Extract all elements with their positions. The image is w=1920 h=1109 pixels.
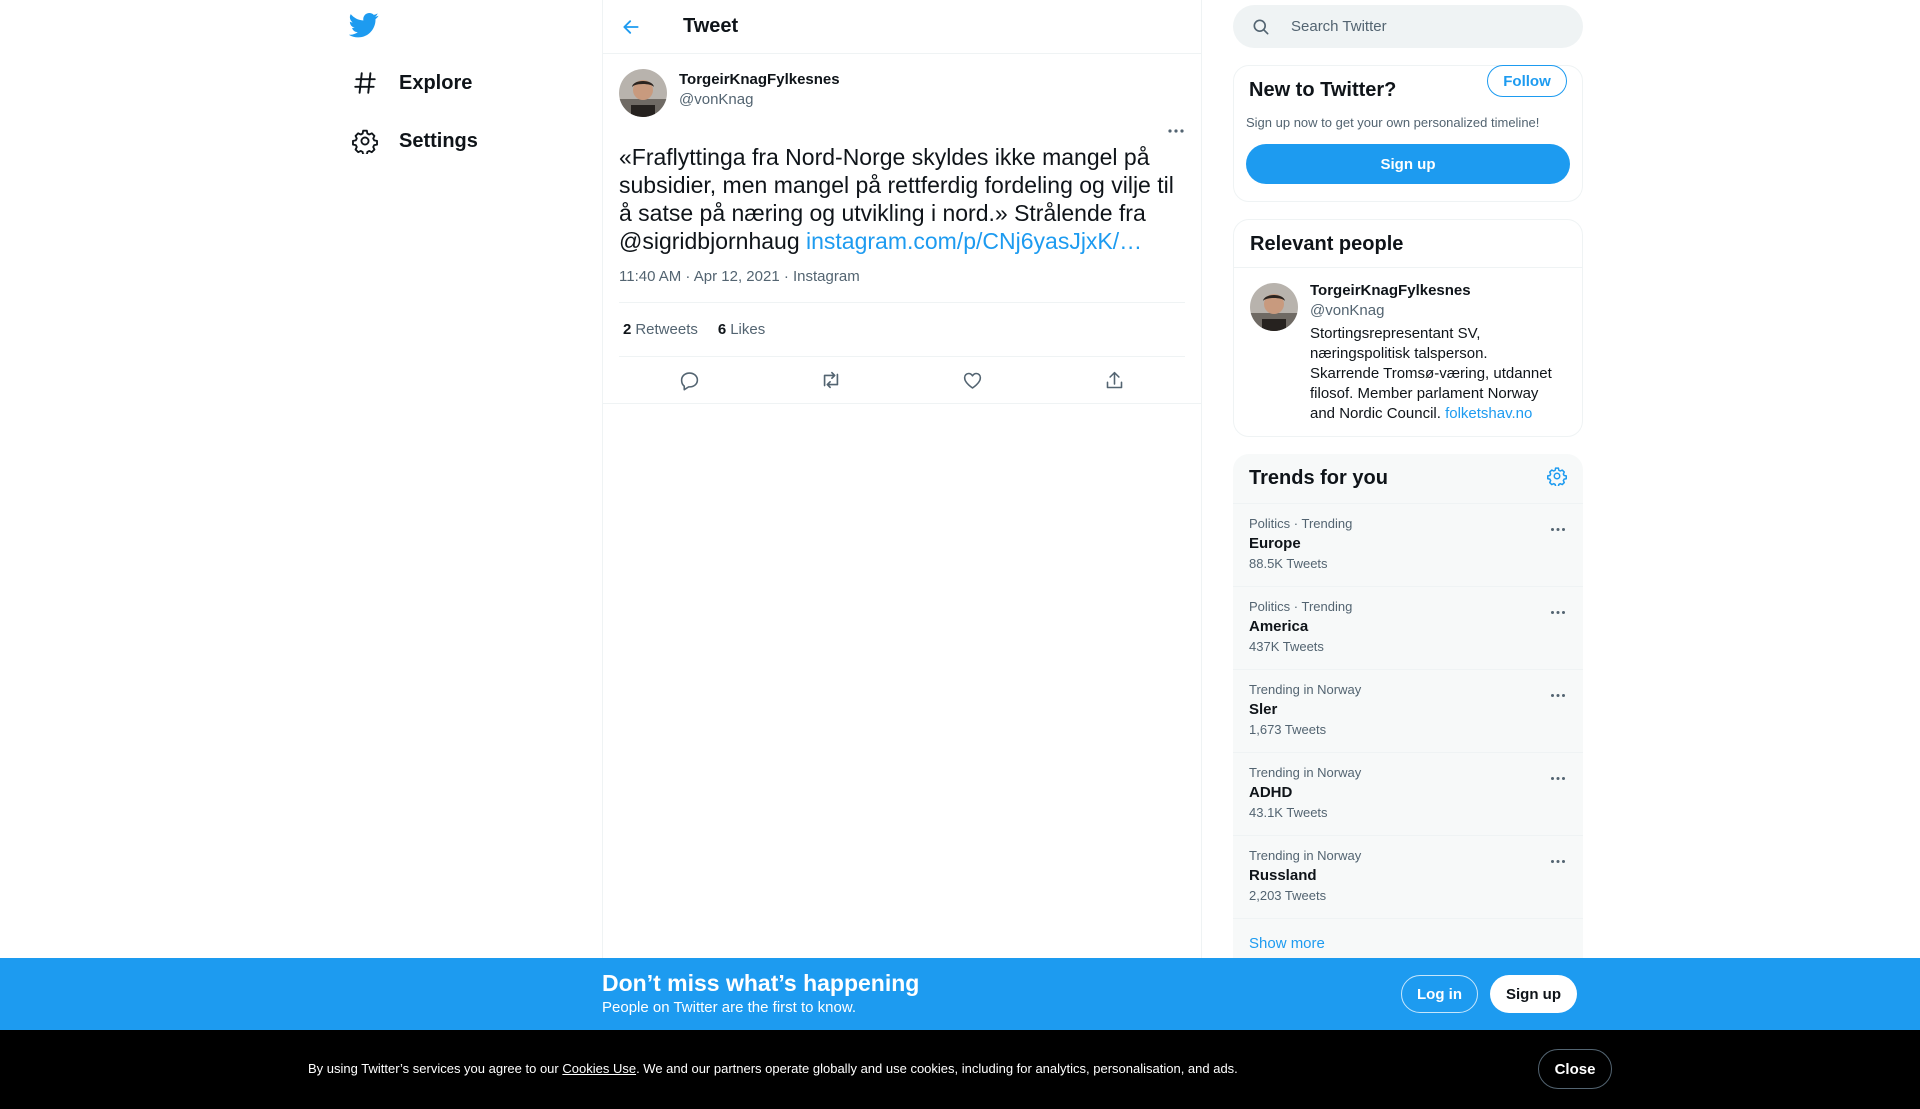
relevant-people-title: Relevant people	[1234, 220, 1582, 268]
page-title: Tweet	[683, 15, 739, 37]
trend-count: 437K Tweets	[1249, 639, 1324, 654]
nav-item-explore[interactable]	[351, 63, 472, 103]
more-icon[interactable]	[1547, 601, 1569, 623]
main-header	[603, 0, 1201, 54]
cookie-text	[308, 1061, 1238, 1077]
trends-title: Trends for you	[1249, 467, 1388, 489]
retweets-stat[interactable]	[623, 321, 698, 338]
person-name[interactable]: TorgeirKnagFylkesnes	[1310, 282, 1471, 299]
nav-item-settings-label: Settings	[399, 129, 478, 152]
reply-button[interactable]	[673, 363, 707, 397]
more-icon[interactable]	[1547, 518, 1569, 540]
trends-card	[1233, 454, 1583, 969]
nav-item-settings[interactable]	[351, 121, 478, 161]
share-button[interactable]	[1097, 363, 1131, 397]
likes-count: 6	[717, 321, 727, 338]
likes-label: Likes	[730, 321, 766, 338]
tweet-text	[619, 143, 1189, 255]
search-bar[interactable]	[1233, 5, 1583, 48]
tweet-timestamp[interactable]: 11:40 AM · Apr 12, 2021 · Instagram	[619, 267, 1185, 303]
relevant-people-card: Relevant people TorgeirKnagFylkesnes @vonKnag Stortingsrepresentant SV, næringspolitisk talsperson. Skarrende Tromsø-væring, utdannet filosof. Member parlament Norway and Nordic Council. folketshav.no Follow	[1233, 219, 1583, 437]
trend-context: Politics · Trending	[1249, 599, 1353, 614]
trend-name: ADHD	[1249, 784, 1293, 801]
trend-name: America	[1249, 618, 1309, 635]
main-column	[602, 0, 1202, 1109]
person-bio	[1310, 324, 1560, 424]
more-icon[interactable]	[1547, 684, 1569, 706]
person-bio-link[interactable]: folketshav.no	[1445, 405, 1533, 422]
author-name[interactable]: TorgeirKnagFylkesnes	[679, 71, 840, 88]
trends-header	[1233, 454, 1583, 504]
author-handle[interactable]: @vonKnag	[679, 91, 754, 108]
search-input[interactable]	[1291, 18, 1551, 35]
trend-item[interactable]	[1233, 504, 1583, 587]
cookies-use-link[interactable]: Cookies Use	[562, 1061, 637, 1076]
trend-count: 2,203 Tweets	[1249, 888, 1327, 903]
close-button[interactable]: Close	[1538, 1049, 1612, 1089]
retweets-count: 2	[623, 321, 632, 338]
trend-context: Politics · Trending	[1249, 516, 1353, 531]
avatar[interactable]	[1250, 283, 1298, 331]
tweet-actions	[603, 357, 1201, 404]
trend-item[interactable]	[1233, 836, 1583, 919]
share-icon	[1104, 370, 1125, 391]
trend-name: Europe	[1249, 535, 1301, 552]
nav-item-explore-label: Explore	[399, 71, 473, 94]
signup-prompt-subtitle: People on Twitter are the first to know.	[602, 999, 857, 1016]
person-handle[interactable]: @vonKnag	[1310, 302, 1385, 319]
new-to-twitter-subtitle: Sign up now to get your own personalized timeline!	[1246, 115, 1540, 130]
tweet	[603, 54, 1201, 404]
trend-item[interactable]	[1233, 753, 1583, 836]
show-more-link[interactable]: Show more	[1249, 935, 1325, 952]
trend-context: Trending in Norway	[1249, 682, 1362, 697]
retweets-label: Retweets	[635, 321, 698, 338]
person-bio-text: Stortingsrepresentant SV, næringspolitisk talsperson. Skarrende Tromsø-væring, utdannet filosof. Member parlament Norway and Nordic Council.	[1310, 325, 1552, 422]
like-icon	[962, 370, 983, 391]
trend-context: Trending in Norway	[1249, 848, 1362, 863]
tweet-body: «Fraflyttinga fra Nord-Norge skyldes ikke mangel på subsidier, men mangel på rettferdig fordeling og vilje til å satse på næring og utvikling i nord.» Strålende fra @sigridbjornhaug	[619, 144, 1174, 254]
retweet-button[interactable]	[814, 363, 848, 397]
arrow-left-icon	[621, 17, 641, 37]
trend-item[interactable]	[1233, 670, 1583, 753]
hashtag-icon	[351, 70, 378, 97]
tweet-author	[619, 66, 1185, 120]
person-item[interactable]	[1234, 268, 1582, 424]
signup-button[interactable]: Sign up	[1490, 975, 1577, 1013]
cookie-text-after: . We and our partners operate globally and use cookies, including for analytics, personalisation, and ads.	[636, 1061, 1238, 1076]
trend-count: 1,673 Tweets	[1249, 722, 1327, 737]
signup-prompt-bar	[0, 958, 1920, 1030]
twitter-logo-icon[interactable]	[349, 10, 379, 40]
like-button[interactable]	[956, 363, 990, 397]
signup-prompt-title: Don’t miss what’s happening	[602, 970, 920, 996]
trend-name: Russland	[1249, 867, 1317, 884]
avatar[interactable]	[619, 69, 667, 117]
tweet-link[interactable]: instagram.com/p/CNj6yasJjxK/…	[806, 228, 1143, 254]
right-sidebar	[1233, 0, 1583, 969]
login-button[interactable]: Log in	[1401, 975, 1478, 1013]
signup-button[interactable]: Sign up	[1246, 144, 1570, 184]
search-icon	[1251, 17, 1271, 37]
more-icon[interactable]	[1165, 120, 1187, 142]
more-icon[interactable]	[1547, 850, 1569, 872]
more-icon[interactable]	[1547, 767, 1569, 789]
trend-name: Sler	[1249, 701, 1278, 718]
reply-icon	[679, 370, 700, 391]
trend-count: 88.5K Tweets	[1249, 556, 1328, 571]
trends-settings-icon[interactable]	[1547, 466, 1567, 491]
trend-count: 43.1K Tweets	[1249, 805, 1328, 820]
tweet-stats	[619, 303, 1185, 357]
back-button[interactable]	[613, 9, 649, 45]
cookie-banner	[0, 1030, 1920, 1109]
trend-context: Trending in Norway	[1249, 765, 1362, 780]
cookie-text-before: By using Twitter’s services you agree to our	[308, 1061, 563, 1076]
gear-icon	[351, 128, 378, 155]
new-to-twitter-title: New to Twitter?	[1249, 79, 1397, 101]
trend-item[interactable]	[1233, 587, 1583, 670]
retweet-icon	[820, 369, 842, 391]
likes-stat[interactable]	[718, 321, 765, 338]
